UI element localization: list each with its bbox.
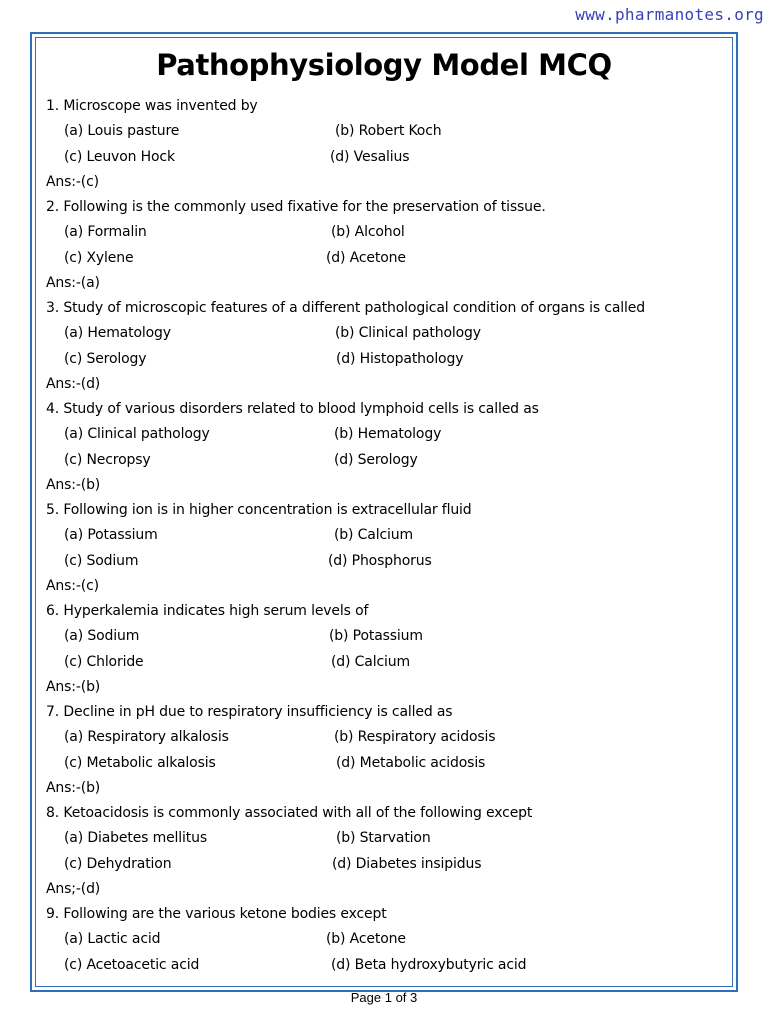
- option-a: (a) Hematology: [64, 325, 171, 342]
- option-a: (a) Sodium: [64, 628, 140, 645]
- question-text: 1. Microscope was invented by: [46, 98, 258, 114]
- question-text: 2. Following is the commonly used fixative for the preservation of tissue.: [46, 199, 546, 215]
- answer-text: Ans;-(d): [46, 880, 101, 897]
- option-a: (a) Formalin: [64, 224, 147, 241]
- answer-text: Ans:-(b): [46, 779, 101, 796]
- option-a: (a) Diabetes mellitus: [64, 830, 207, 847]
- question-text: 6. Hyperkalemia indicates high serum levels of: [46, 603, 369, 619]
- option-b: (b) Clinical pathology: [335, 325, 481, 342]
- option-d: (d) Acetone: [326, 249, 406, 266]
- option-d: (d) Serology: [334, 451, 418, 468]
- option-c: (c) Dehydration: [64, 855, 172, 872]
- option-a: (a) Clinical pathology: [64, 426, 210, 443]
- option-d: (d) Metabolic acidosis: [336, 754, 486, 771]
- option-a: (a) Respiratory alkalosis: [64, 729, 229, 746]
- option-row: [46, 347, 726, 372]
- question-text: 7. Decline in pH due to respiratory insufficiency is called as: [46, 704, 453, 720]
- question-text: 9. Following are the various ketone bodies except: [46, 906, 387, 922]
- mcq-list: [46, 94, 726, 978]
- document-title: Pathophysiology Model MCQ: [156, 48, 612, 82]
- option-a: (a) Potassium: [64, 527, 158, 544]
- question-text: 8. Ketoacidosis is commonly associated with all of the following except: [46, 805, 533, 821]
- option-d: (d) Beta hydroxybutyric acid: [331, 956, 527, 973]
- option-row: [46, 725, 726, 750]
- option-row: [46, 220, 726, 245]
- option-row: [46, 852, 726, 877]
- option-d: (d) Phosphorus: [328, 552, 432, 569]
- option-a: (a) Louis pasture: [64, 123, 180, 140]
- option-b: (b) Calcium: [334, 527, 413, 544]
- option-b: (b) Hematology: [334, 426, 442, 443]
- answer-text: Ans:-(b): [46, 678, 101, 695]
- site-url-link[interactable]: www.pharmanotes.org: [575, 5, 764, 24]
- option-a: (a) Lactic acid: [64, 931, 161, 948]
- option-row: [46, 422, 726, 447]
- option-row: [46, 523, 726, 548]
- option-c: (c) Acetoacetic acid: [64, 956, 200, 973]
- option-row: [46, 953, 726, 978]
- option-c: (c) Leuvon Hock: [64, 148, 175, 165]
- option-row: [46, 624, 726, 649]
- option-row: [46, 650, 726, 675]
- option-c: (c) Sodium: [64, 552, 139, 569]
- option-c: (c) Metabolic alkalosis: [64, 754, 216, 771]
- option-b: (b) Alcohol: [331, 224, 405, 241]
- option-b: (b) Potassium: [329, 628, 423, 645]
- option-row: [46, 549, 726, 574]
- option-b: (b) Robert Koch: [335, 123, 442, 140]
- page-indicator: Page 1 of 3: [350, 990, 418, 1005]
- answer-text: Ans:-(d): [46, 375, 101, 392]
- option-d: (d) Diabetes insipidus: [332, 855, 482, 872]
- answer-text: Ans:-(a): [46, 274, 100, 291]
- option-c: (c) Serology: [64, 350, 147, 367]
- answer-text: Ans:-(c): [46, 577, 99, 594]
- option-d: (d) Vesalius: [330, 148, 410, 165]
- option-c: (c) Xylene: [64, 249, 134, 266]
- option-c: (c) Chloride: [64, 653, 144, 670]
- question-text: 5. Following ion is in higher concentration is extracellular fluid: [46, 502, 472, 518]
- answer-text: Ans:-(c): [46, 173, 99, 190]
- option-b: (b) Acetone: [326, 931, 406, 948]
- question-text: 3. Study of microscopic features of a different pathological condition of organs is called: [46, 300, 645, 316]
- option-row: [46, 246, 726, 271]
- option-row: [46, 826, 726, 851]
- question-text: 4. Study of various disorders related to blood lymphoid cells is called as: [46, 401, 539, 417]
- option-row: [46, 751, 726, 776]
- option-b: (b) Respiratory acidosis: [334, 729, 496, 746]
- option-row: [46, 119, 726, 144]
- option-b: (b) Starvation: [336, 830, 431, 847]
- option-row: [46, 927, 726, 952]
- option-row: [46, 448, 726, 473]
- option-c: (c) Necropsy: [64, 451, 151, 468]
- option-row: [46, 145, 726, 170]
- option-d: (d) Calcium: [331, 653, 410, 670]
- option-row: [46, 321, 726, 346]
- answer-text: Ans:-(b): [46, 476, 101, 493]
- option-d: (d) Histopathology: [336, 350, 464, 367]
